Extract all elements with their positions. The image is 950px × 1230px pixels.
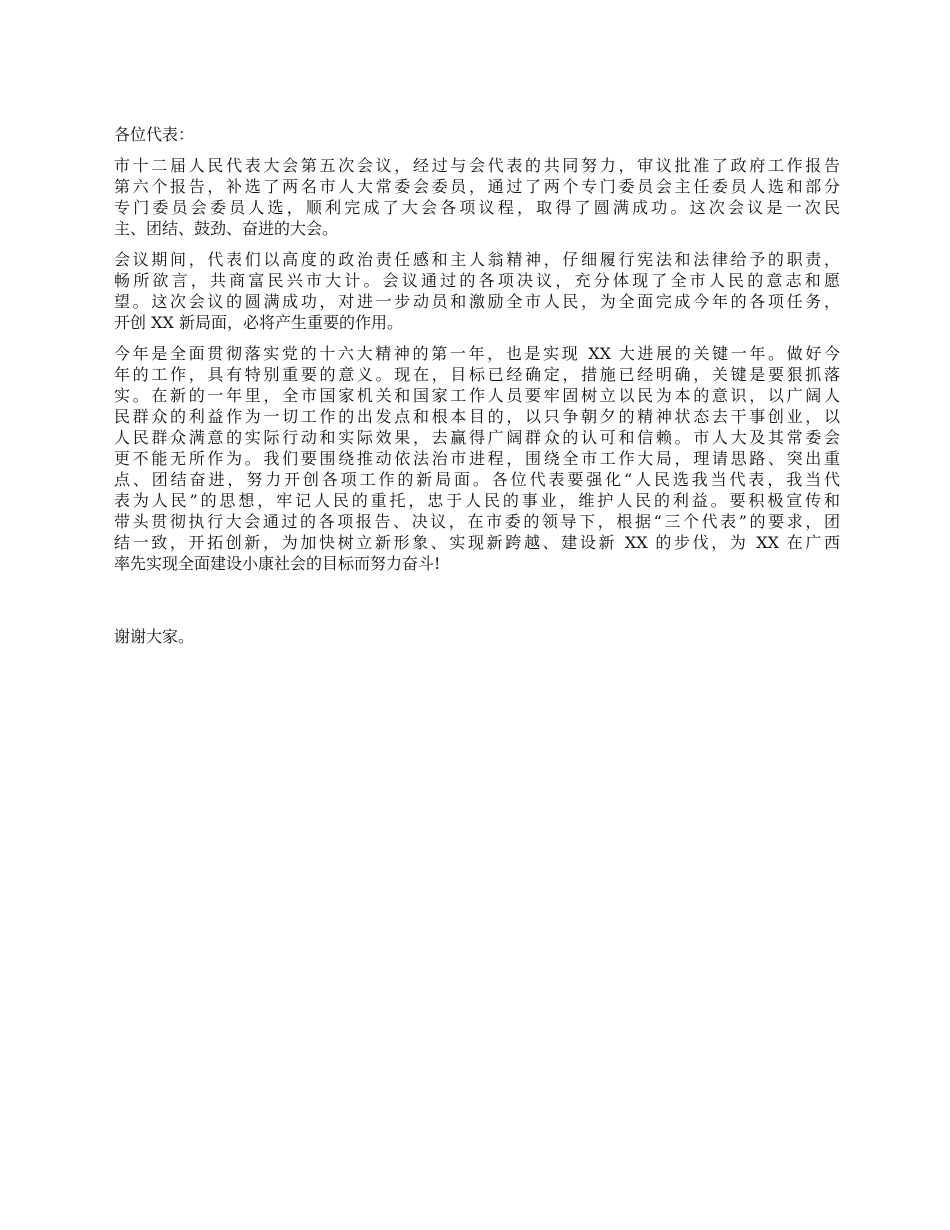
paragraph-line: 表为人民”的思想，牢记人民的重托，忠于人民的事业，维护人民的利益。要积极宣传和 xyxy=(114,491,840,510)
paragraph-1 xyxy=(114,155,840,239)
paragraph-line: 开创 XX 新局面，必将产生重要的作用。 xyxy=(114,313,403,332)
paragraph-line: 今年是全面贯彻落实党的十六大精神的第一年，也是实现 XX 大进展的关键一年。做好今 xyxy=(114,344,840,363)
paragraph-line: 市十二届人民代表大会第五次会议，经过与会代表的共同努力，审议批准了政府工作报告 xyxy=(114,156,840,175)
paragraph-line: 会议期间，代表们以高度的政治责任感和主人翁精神，仔细履行宪法和法律给予的职责， xyxy=(114,250,840,269)
paragraph-line: 畅所欲言，共商富民兴市大计。会议通过的各项决议，充分体现了全市人民的意志和愿 xyxy=(114,271,840,290)
paragraph-2 xyxy=(114,249,840,333)
paragraph-line: 望。这次会议的圆满成功，对进一步动员和激励全市人民，为全面完成今年的各项任务， xyxy=(114,292,840,311)
paragraph-line: 率先实现全面建设小康社会的目标而努力奋斗! xyxy=(114,554,441,573)
paragraph-line: 第六个报告，补选了两名市人大常委会委员，通过了两个专门委员会主任委员人选和部分 xyxy=(114,177,840,196)
document-page xyxy=(114,124,840,647)
paragraph-line: 点、团结奋进，努力开创各项工作的新局面。各位代表要强化“人民选我当代表，我当代 xyxy=(114,470,840,489)
closing-remark: 谢谢大家。 xyxy=(114,627,195,646)
paragraph-line: 专门委员会委员人选，顺利完成了大会各项议程，取得了圆满成功。这次会议是一次民 xyxy=(114,198,840,217)
paragraph-line: 主、团结、鼓劲、奋进的大会。 xyxy=(114,219,339,238)
paragraph-line: 结一致，开拓创新，为加快树立新形象、实现新跨越、建设新 XX 的步伐，为 XX 在广西 xyxy=(114,533,840,552)
paragraph-3 xyxy=(114,343,840,574)
paragraph-line: 带头贯彻执行大会通过的各项报告、决议，在市委的领导下，根据“三个代表”的要求，团 xyxy=(114,512,840,531)
salutation: 各位代表： xyxy=(114,125,195,144)
paragraph-line: 人民群众满意的实际行动和实际效果，去赢得广阔群众的认可和信赖。市人大及其常委会 xyxy=(114,428,840,447)
paragraph-line: 更不能无所作为。我们要围绕推动依法治市进程，围绕全市工作大局，理请思路、突出重 xyxy=(114,449,840,468)
paragraph-line: 年的工作，具有特别重要的意义。现在，目标已经确定，措施已经明确，关键是要狠抓落 xyxy=(114,365,840,384)
paragraph-line: 民群众的利益作为一切工作的出发点和根本目的，以只争朝夕的精神状态去干事创业，以 xyxy=(114,407,840,426)
paragraph-line: 实。在新的一年里，全市国家机关和国家工作人员要牢固树立以民为本的意识，以广阔人 xyxy=(114,386,840,405)
